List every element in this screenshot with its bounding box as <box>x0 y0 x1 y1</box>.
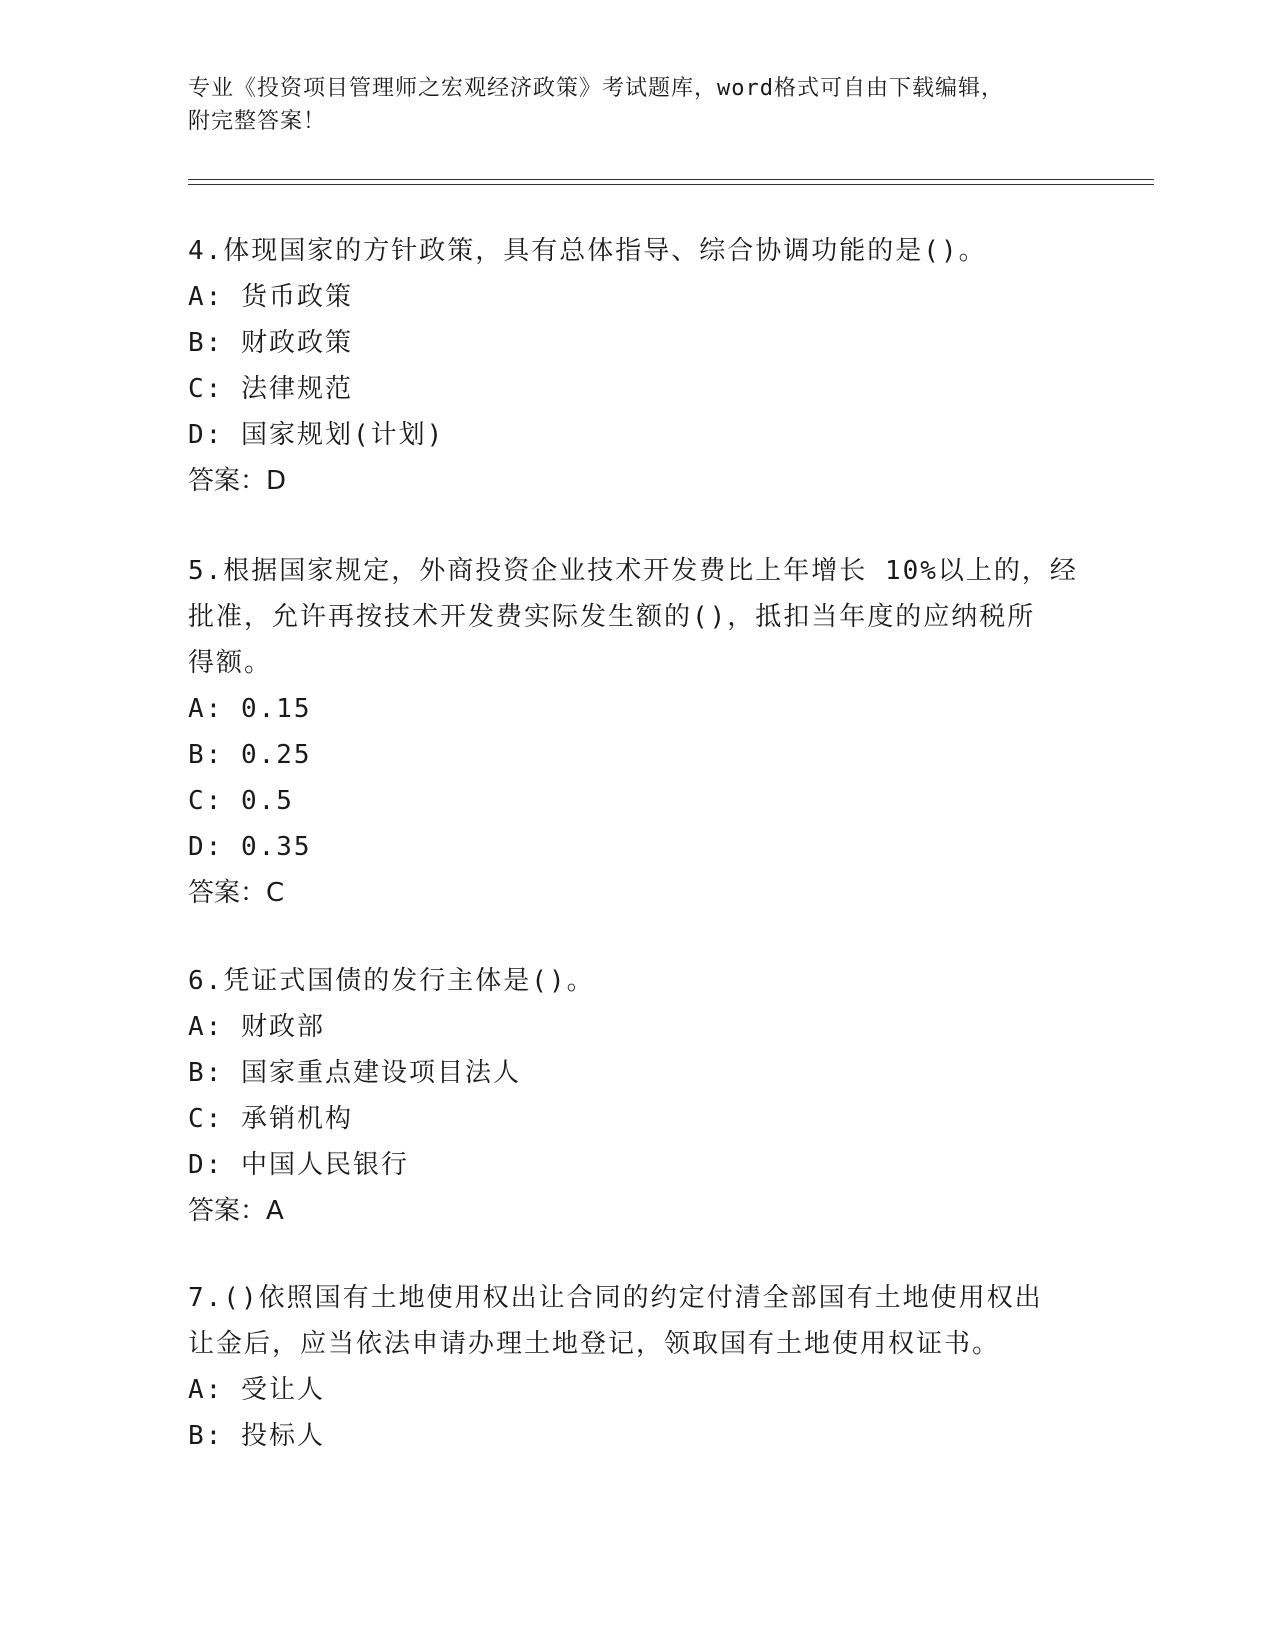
option-b: B: 0.25 <box>188 740 312 770</box>
option-d: D: 国家规划(计划) <box>188 420 445 450</box>
question-stem: 6.凭证式国债的发行主体是()。 <box>188 966 595 996</box>
question-5 <box>188 548 1088 916</box>
question-stem-line-2: 让金后，应当依法申请办理土地登记，领取国有土地使用权证书。 <box>188 1329 1001 1359</box>
option-c: C: 0.5 <box>188 786 294 816</box>
document-header <box>188 72 1088 138</box>
header-divider-bottom <box>188 184 1154 185</box>
option-b: B: 投标人 <box>188 1421 325 1451</box>
answer-line: 答案：C <box>188 878 285 908</box>
option-b: B: 国家重点建设项目法人 <box>188 1058 521 1088</box>
option-d: D: 中国人民银行 <box>188 1150 409 1180</box>
header-line-1: 专业《投资项目管理师之宏观经济政策》考试题库，word格式可自由下载编辑， <box>188 76 1004 101</box>
option-c: C: 承销机构 <box>188 1104 353 1134</box>
question-stem: 4.体现国家的方针政策，具有总体指导、综合协调功能的是()。 <box>188 236 987 266</box>
option-a: A: 0.15 <box>188 694 312 724</box>
option-c: C: 法律规范 <box>188 374 353 404</box>
option-a: A: 受让人 <box>188 1375 325 1405</box>
question-stem-line-3: 得额。 <box>188 648 273 678</box>
question-6 <box>188 958 1088 1234</box>
header-line-2: 附完整答案！ <box>188 109 327 134</box>
answer-line: 答案：D <box>188 466 287 496</box>
question-stem-line-1: 7.()依照国有土地使用权出让合同的约定付清全部国有土地使用权出 <box>188 1283 1043 1313</box>
question-stem-line-2: 批准，允许再按技术开发费实际发生额的()，抵扣当年度的应纳税所 <box>188 602 1036 632</box>
question-7 <box>188 1275 1088 1459</box>
option-d: D: 0.35 <box>188 832 312 862</box>
question-stem-line-1: 5.根据国家规定，外商投资企业技术开发费比上年增长 10%以上的，经 <box>188 556 1078 586</box>
answer-line: 答案：A <box>188 1196 284 1226</box>
header-divider-top <box>188 179 1154 180</box>
option-b: B: 财政政策 <box>188 328 353 358</box>
question-4 <box>188 228 1088 504</box>
option-a: A: 财政部 <box>188 1012 325 1042</box>
option-a: A: 货币政策 <box>188 282 353 312</box>
